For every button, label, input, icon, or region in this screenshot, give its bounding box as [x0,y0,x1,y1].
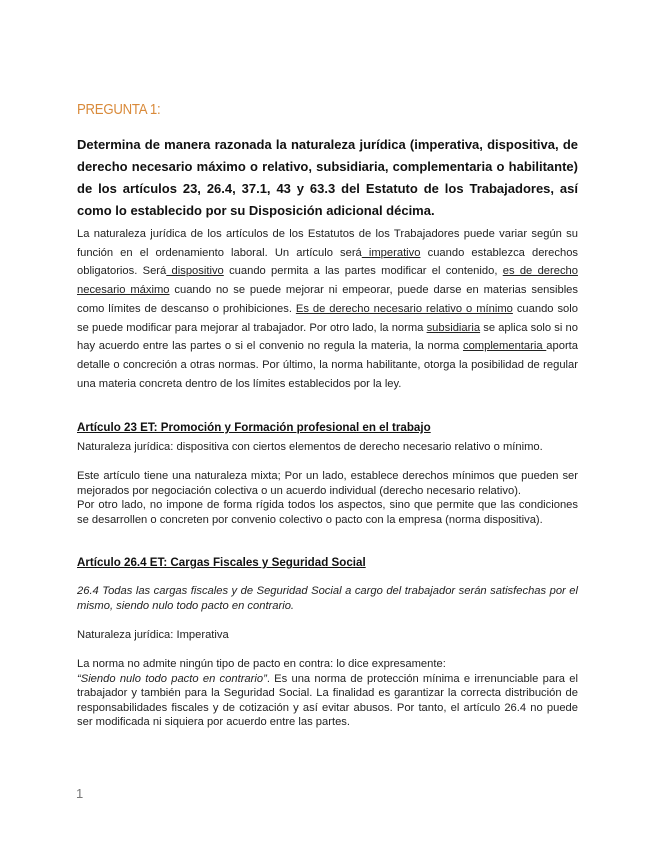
art23-nature: Naturaleza jurídica: dispositiva con ciertos elementos de derecho necesario relativo o mínimo. [77,441,543,453]
intro-text: cuando permita a las partes modificar el contenido, [223,265,503,278]
page-heading: PREGUNTA 1: [77,101,161,118]
art23-body-part2: Por otro lado, no impone de forma rígida todos los aspectos, sino que permite que las condiciones se desarrollen o concreten por convenio colectivo o pacto con la empresa (norma dispositiva). [77,499,578,526]
term-maximo: es de derecho necesario máximo [77,265,579,297]
art264-line1: La norma no admite ningún tipo de pacto en contra: lo dice expresamente: [77,658,446,670]
section-title-art23: Artículo 23 ET: Promoción y Formación profesional en el trabajo [77,421,431,434]
term-relativo: Es de derecho necesario relativo o mínimo [295,302,513,315]
term-subsidiaria: subsidiaria [426,321,481,334]
art264-rest: . Es una norma de protección mínima e irrenunciable para el trabajador y también para la Seguridad Social. La finalidad es garantizar la correcta distribución de responsabilidades fiscales y de cotización y así evitar abusos. Por tanto, el artículo 26.4 no puede ser modificada ni siquiera por acuerdo entre las partes. [77,672,578,729]
term-imperativo: imperativo [361,246,421,259]
intro-text: cuando solo se puede modificar para mejorar al trabajador. Por otro lado, la norma [77,302,578,334]
page-number: 1 [76,786,84,801]
intro-text: aporta detalle o concreción a otras normas. Por último, la norma habilitante, otorga la posibilidad de regular una materia concreta dentro de los límites establecidos por la ley. [77,340,579,390]
section-title-art264: Artículo 26.4 ET: Cargas Fiscales y Seguridad Social [77,556,366,569]
term-dispositivo: dispositivo [166,265,224,278]
art23-body-part1: Este artículo tiene una naturaleza mixta; Por un lado, establece derechos mínimos que pueden ser mejorados por negociación colectiva o un acuerdo individual (derecho necesario relativo). [77,470,578,497]
intro-text: cuando no se puede mejorar ni empeorar, puede darse en materias sensibles como límites de descanso o prohibiciones. [77,284,578,315]
intro-text: se aplica solo si no hay acuerdo entre las partes o si el convenio no regula la materia, la norma [77,321,578,353]
intro-paragraph [77,225,578,393]
art264-inline-quote: “Siendo nulo todo pacto en contrario” [77,672,267,685]
intro-text: cuando establezca derechos obligatorios. Será [77,246,579,278]
art23-body [77,469,578,527]
intro-text: La naturaleza jurídica de los artículos de los Estatutos de los Trabajadores puede variar según su función en el ordenamiento laboral. Un artículo será [77,228,578,259]
art264-nature: Naturaleza jurídica: Imperativa [77,629,229,641]
art264-quote: 26.4 Todas las cargas fiscales y de Seguridad Social a cargo del trabajador serán satisfechas por el mismo, siendo nulo todo pacto en contrario. [77,585,578,612]
term-complementaria: complementaria [462,340,547,353]
question-text: Determina de manera razonada la naturaleza jurídica (imperativa, dispositiva, de derecho necesario máximo o relativo, subsidiaria, complementaria o habilitante) de los artículos 23, 26.4, 37.1, 43 y 63.3 del Estatuto de los Trabajadores, así como lo establecido por su Disposición adicional décima. [77,137,578,218]
art264-body [77,657,578,730]
